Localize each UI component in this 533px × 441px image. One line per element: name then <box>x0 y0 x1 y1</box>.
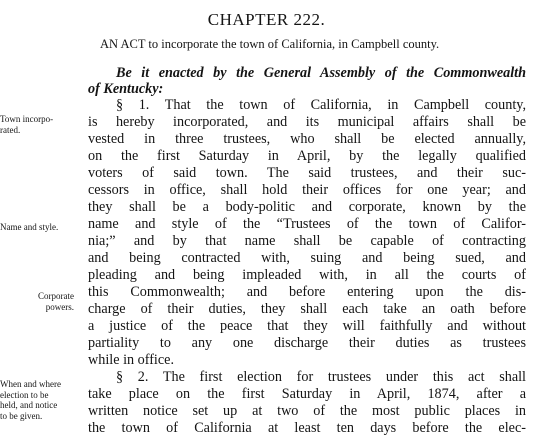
margin-note-line: election to be <box>0 389 49 400</box>
body-line: take place on the first Saturday in April, 1874, after a <box>88 386 526 402</box>
chapter-heading: CHAPTER 222. <box>207 10 326 29</box>
body-line: pleading and being impleaded with, in all the courts of <box>88 267 526 283</box>
act-title: AN ACT to incorporate the town of California, in Campbell county. <box>100 37 440 51</box>
margin-note-line: Name and style. <box>0 222 59 232</box>
margin-note-line: When and where <box>0 379 61 389</box>
margin-note-line: Town incorpo- <box>0 114 54 124</box>
body-line: written notice set up at two of the most public places in <box>88 403 526 419</box>
body-line: they shall be a body-politic and corporate, known by the <box>88 199 526 215</box>
body-line: name and style of the “Trustees of the town of Califor- <box>88 216 526 232</box>
enacting-clause-line: Be it enacted by the General Assembly of the Commonwealth <box>116 65 526 81</box>
body-line: while in office. <box>88 352 175 368</box>
margin-note-corporate-powers <box>0 291 74 312</box>
margin-note-line: rated. <box>0 124 21 135</box>
body-line: and being contracted with, suing and being sued, and <box>88 250 526 266</box>
body-line: § 1. That the town of California, in Campbell county, <box>116 97 526 113</box>
body-line: § 2. The first election for trustees under this act shall <box>116 369 526 385</box>
margin-note-line: to be given. <box>0 410 43 421</box>
body-line: cessors in office, shall hold their offices for one year; and <box>88 182 526 198</box>
margin-note-name-and-style <box>0 222 86 233</box>
body-line: voters of said town. The said trustees, and their suc- <box>88 165 526 181</box>
margin-note-town-incorporated <box>0 114 86 135</box>
body-line: nia;” and by that name shall be capable of contracting <box>88 233 526 249</box>
body-line: charge of their duties, they shall each take an oath before <box>88 301 526 317</box>
margin-note-line: held, and notice <box>0 400 58 410</box>
body-line: a justice of the peace that they will faithfully and without <box>88 318 526 334</box>
body-line: is hereby incorporated, and its municipal affairs shall be <box>88 114 526 130</box>
margin-note-election <box>0 379 86 421</box>
body-line: this Commonwealth; and before entering upon the dis- <box>88 284 526 300</box>
body-line: partiality to any one discharge their duties as trustees <box>88 335 526 351</box>
body-line: the town of California at least ten days before the elec- <box>88 420 526 436</box>
body-line: vested in three trustees, who shall be elected annually, <box>88 131 526 147</box>
body-line: on the first Saturday in April, by the legally qualified <box>88 148 526 164</box>
enacting-clause-line: of Kentucky: <box>88 81 164 97</box>
margin-note-line: powers. <box>45 301 74 312</box>
margin-note-line: Corporate <box>38 291 74 301</box>
